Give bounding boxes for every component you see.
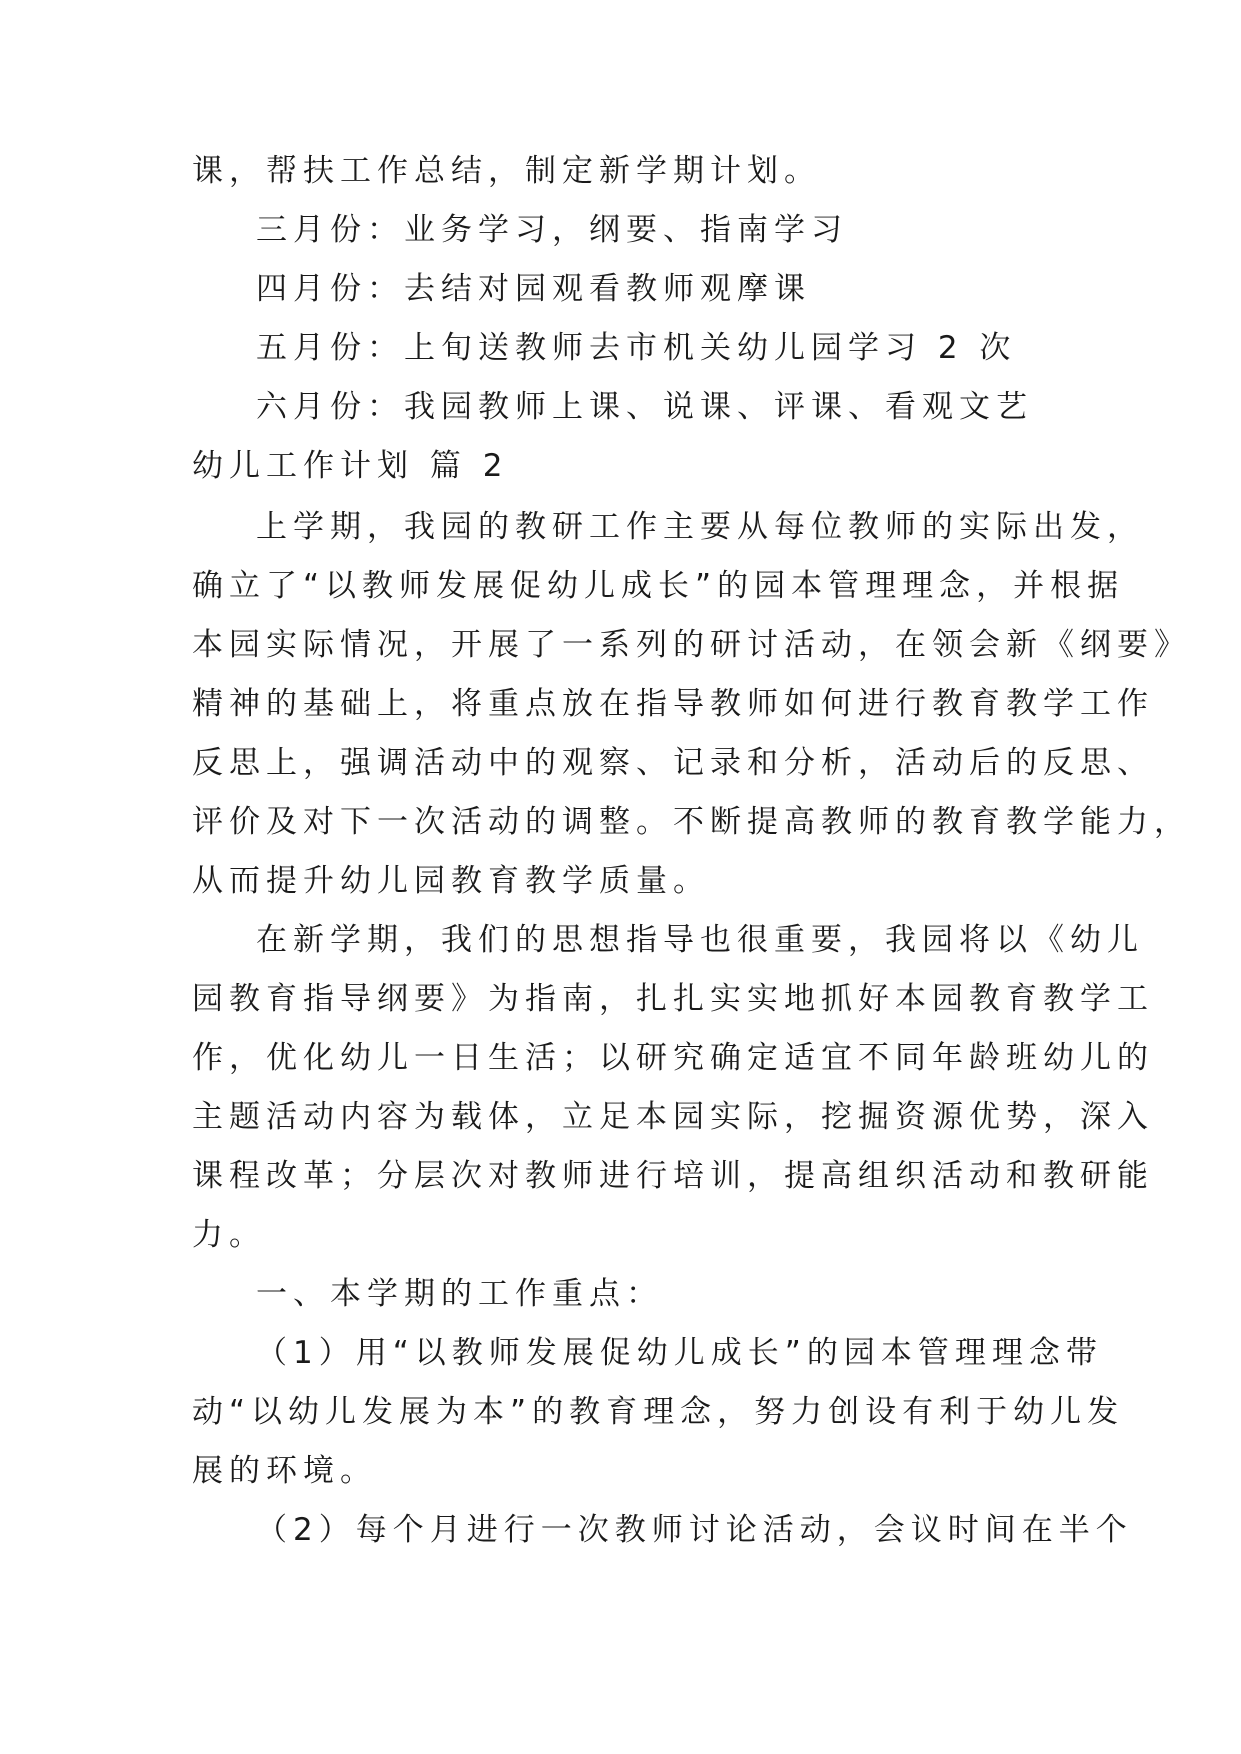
text-line: （2）每个月进行一次教师讨论活动，会议时间在半个: [256, 1512, 1133, 1548]
text-line: 园教育指导纲要》为指南，扎扎实实地抓好本园教育教学工: [192, 981, 1154, 1017]
text-line: 主题活动内容为载体，立足本园实际，挖掘资源优势，深入: [192, 1099, 1154, 1135]
text-line: 一、本学期的工作重点：: [256, 1276, 663, 1312]
text-line: 四月份：去结对园观看教师观摩课: [256, 271, 811, 307]
text-line: 反思上，强调活动中的观察、记录和分析，活动后的反思、: [192, 745, 1154, 781]
text-line: 展的环境。: [192, 1453, 377, 1489]
text-line: 作，优化幼儿一日生活；以研究确定适宜不同年龄班幼儿的: [192, 1040, 1154, 1076]
text-line: 评价及对下一次活动的调整。不断提高教师的教育教学能力，: [192, 804, 1191, 840]
text-line: 本园实际情况，开展了一系列的研讨活动，在领会新《纲要》: [192, 627, 1191, 663]
text-line: 课程改革；分层次对教师进行培训，提高组织活动和教研能: [192, 1158, 1154, 1194]
text-line: 六月份：我园教师上课、说课、评课、看观文艺: [256, 389, 1033, 425]
text-line: （1）用“以教师发展促幼儿成长”的园本管理理念带: [256, 1335, 1103, 1371]
text-line: 精神的基础上，将重点放在指导教师如何进行教育教学工作: [192, 686, 1154, 722]
text-line: 力。: [192, 1217, 266, 1253]
text-line: 上学期，我园的教研工作主要从每位教师的实际出发，: [256, 509, 1144, 545]
text-line: 五月份：上旬送教师去市机关幼儿园学习 2 次: [256, 330, 1017, 366]
text-line: 从而提升幼儿园教育教学质量。: [192, 863, 710, 899]
text-line: 确立了“以教师发展促幼儿成长”的园本管理理念，并根据: [192, 568, 1125, 604]
text-line: 课，帮扶工作总结，制定新学期计划。: [192, 153, 821, 189]
text-line: 三月份：业务学习，纲要、指南学习: [256, 212, 848, 248]
text-line: 动“以幼儿发展为本”的教育理念，努力创设有利于幼儿发: [192, 1394, 1125, 1430]
section-heading: 幼儿工作计划 篇 2: [192, 448, 509, 484]
text-line: 在新学期，我们的思想指导也很重要，我园将以《幼儿: [256, 922, 1144, 958]
